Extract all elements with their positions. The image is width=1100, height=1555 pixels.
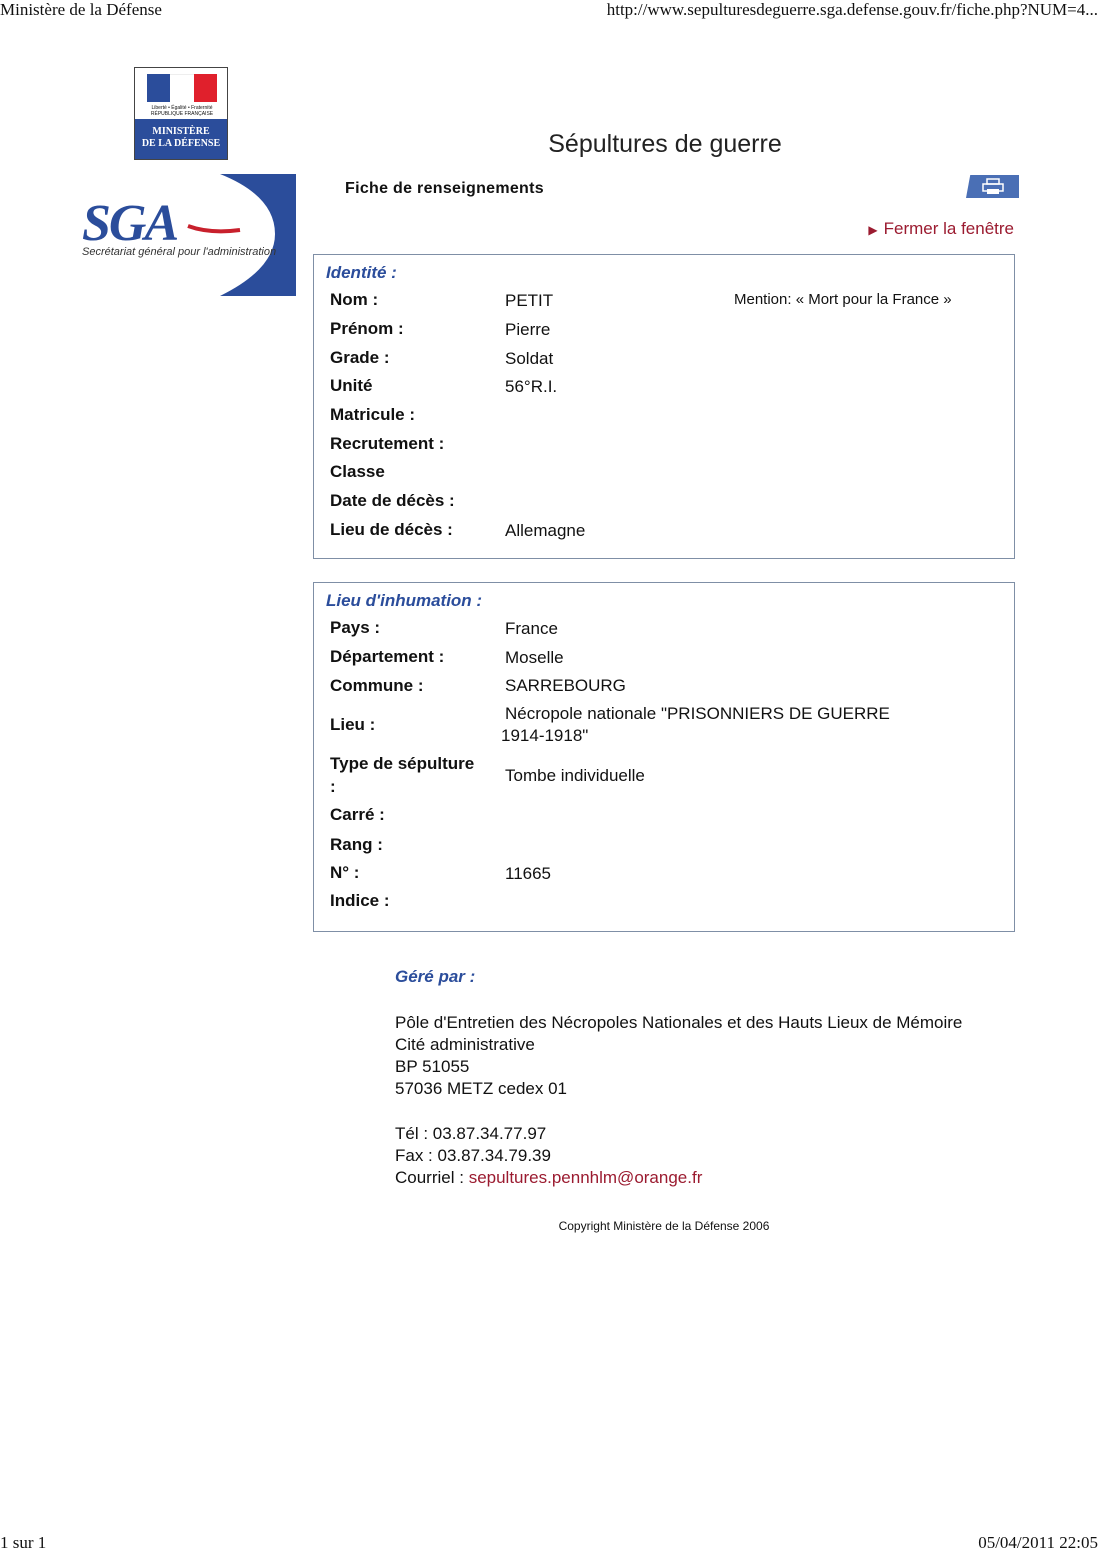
burial-label-commune: Commune : bbox=[330, 676, 424, 695]
burial-value-lieu-line-1: Nécropole nationale "PRISONNIERS DE GUERRE bbox=[505, 704, 890, 723]
burial-value-pays: France bbox=[505, 619, 558, 638]
managed-by-title: Géré par : bbox=[395, 967, 476, 986]
identity-label-recrutement: Recrutement : bbox=[330, 434, 445, 453]
burial-value-commune: SARREBOURG bbox=[505, 676, 626, 695]
printer-icon bbox=[982, 178, 1004, 195]
burial-title: Lieu d'inhumation : bbox=[326, 591, 483, 610]
sga-subtitle: Secrétariat général pour l'administration bbox=[82, 246, 277, 258]
identity-value-unite: 56°R.I. bbox=[505, 377, 558, 396]
address-line-1: Pôle d'Entretien des Nécropoles Nationales et des Hauts Lieux de Mémoire bbox=[395, 1013, 963, 1032]
identity-label-prenom: Prénom : bbox=[330, 319, 404, 338]
french-flag-icon bbox=[147, 74, 217, 102]
burial-label-type-line-1: Type de sépulture bbox=[330, 754, 475, 773]
burial-label-indice: Indice : bbox=[330, 891, 390, 910]
email-line bbox=[395, 1168, 702, 1188]
identity-title: Identité : bbox=[326, 263, 397, 282]
address-line-4: 57036 METZ cedex 01 bbox=[395, 1079, 567, 1098]
burial-value-lieu-line-2: 1914-1918" bbox=[501, 726, 589, 745]
print-footer-datetime: 05/04/2011 22:05 bbox=[978, 1533, 1098, 1552]
copyright: Copyright Ministère de la Défense 2006 bbox=[558, 1219, 770, 1233]
close-window-link[interactable] bbox=[868, 219, 1014, 239]
identity-label-date-deces: Date de décès : bbox=[330, 491, 455, 510]
close-window-label: Fermer la fenêtre bbox=[883, 219, 1014, 238]
identity-panel bbox=[313, 254, 1015, 559]
burial-value-numero: 11665 bbox=[505, 864, 552, 883]
burial-label-type-line-2: : bbox=[330, 777, 336, 796]
identity-value-prenom: Pierre bbox=[505, 320, 551, 339]
identity-label-unite: Unité bbox=[330, 376, 373, 395]
identity-value-grade: Soldat bbox=[505, 349, 554, 368]
phone-number: Tél : 03.87.34.77.97 bbox=[395, 1124, 547, 1143]
burial-label-rang: Rang : bbox=[330, 835, 383, 854]
identity-label-matricule: Matricule : bbox=[330, 405, 416, 424]
burial-panel bbox=[313, 582, 1015, 932]
fax-number: Fax : 03.87.34.79.39 bbox=[395, 1146, 551, 1165]
identity-label-nom: Nom : bbox=[330, 290, 379, 309]
burial-label-pays: Pays : bbox=[330, 618, 381, 637]
burial-label-carre: Carré : bbox=[330, 805, 385, 824]
identity-label-classe: Classe bbox=[330, 462, 385, 481]
identity-label-lieu-deces: Lieu de décès : bbox=[330, 520, 453, 539]
email-link[interactable]: sepultures.pennhlm@orange.fr bbox=[468, 1168, 703, 1187]
site-title: Sépultures de guerre bbox=[548, 130, 782, 158]
identity-value-nom: PETIT bbox=[505, 291, 554, 310]
address-line-3: BP 51055 bbox=[395, 1057, 470, 1076]
print-header-title: Ministère de la Défense bbox=[0, 0, 162, 19]
burial-label-departement: Département : bbox=[330, 647, 445, 666]
print-button[interactable] bbox=[966, 175, 1019, 198]
burial-label-numero: N° : bbox=[330, 863, 360, 882]
burial-value-departement: Moselle bbox=[505, 648, 564, 667]
sga-logo bbox=[70, 174, 296, 296]
page-title: Fiche de renseignements bbox=[345, 180, 544, 197]
print-header-url: http://www.sepulturesdeguerre.sga.defense.gouv.fr/fiche.php?NUM=4... bbox=[606, 0, 1098, 19]
burial-label-lieu: Lieu : bbox=[330, 715, 376, 734]
mention-text: Mention: « Mort pour la France » bbox=[734, 291, 952, 308]
sga-text: SGA bbox=[82, 195, 178, 252]
ministry-motto: Liberté • Égalité • Fraternité RÉPUBLIQUE FRANÇAISE bbox=[150, 105, 214, 117]
print-footer-page: 1 sur 1 bbox=[0, 1533, 47, 1552]
ministry-line-2: DE LA DÉFENSE bbox=[141, 138, 221, 149]
identity-value-lieu-deces: Allemagne bbox=[505, 521, 586, 540]
ministry-line-1: MINISTÈRE bbox=[152, 126, 210, 137]
burial-value-type: Tombe individuelle bbox=[505, 766, 645, 785]
arrow-right-icon: ▶ bbox=[868, 223, 878, 237]
address-line-2: Cité administrative bbox=[395, 1035, 535, 1054]
identity-label-grade: Grade : bbox=[330, 348, 390, 367]
email-label: Courriel : bbox=[395, 1168, 469, 1187]
